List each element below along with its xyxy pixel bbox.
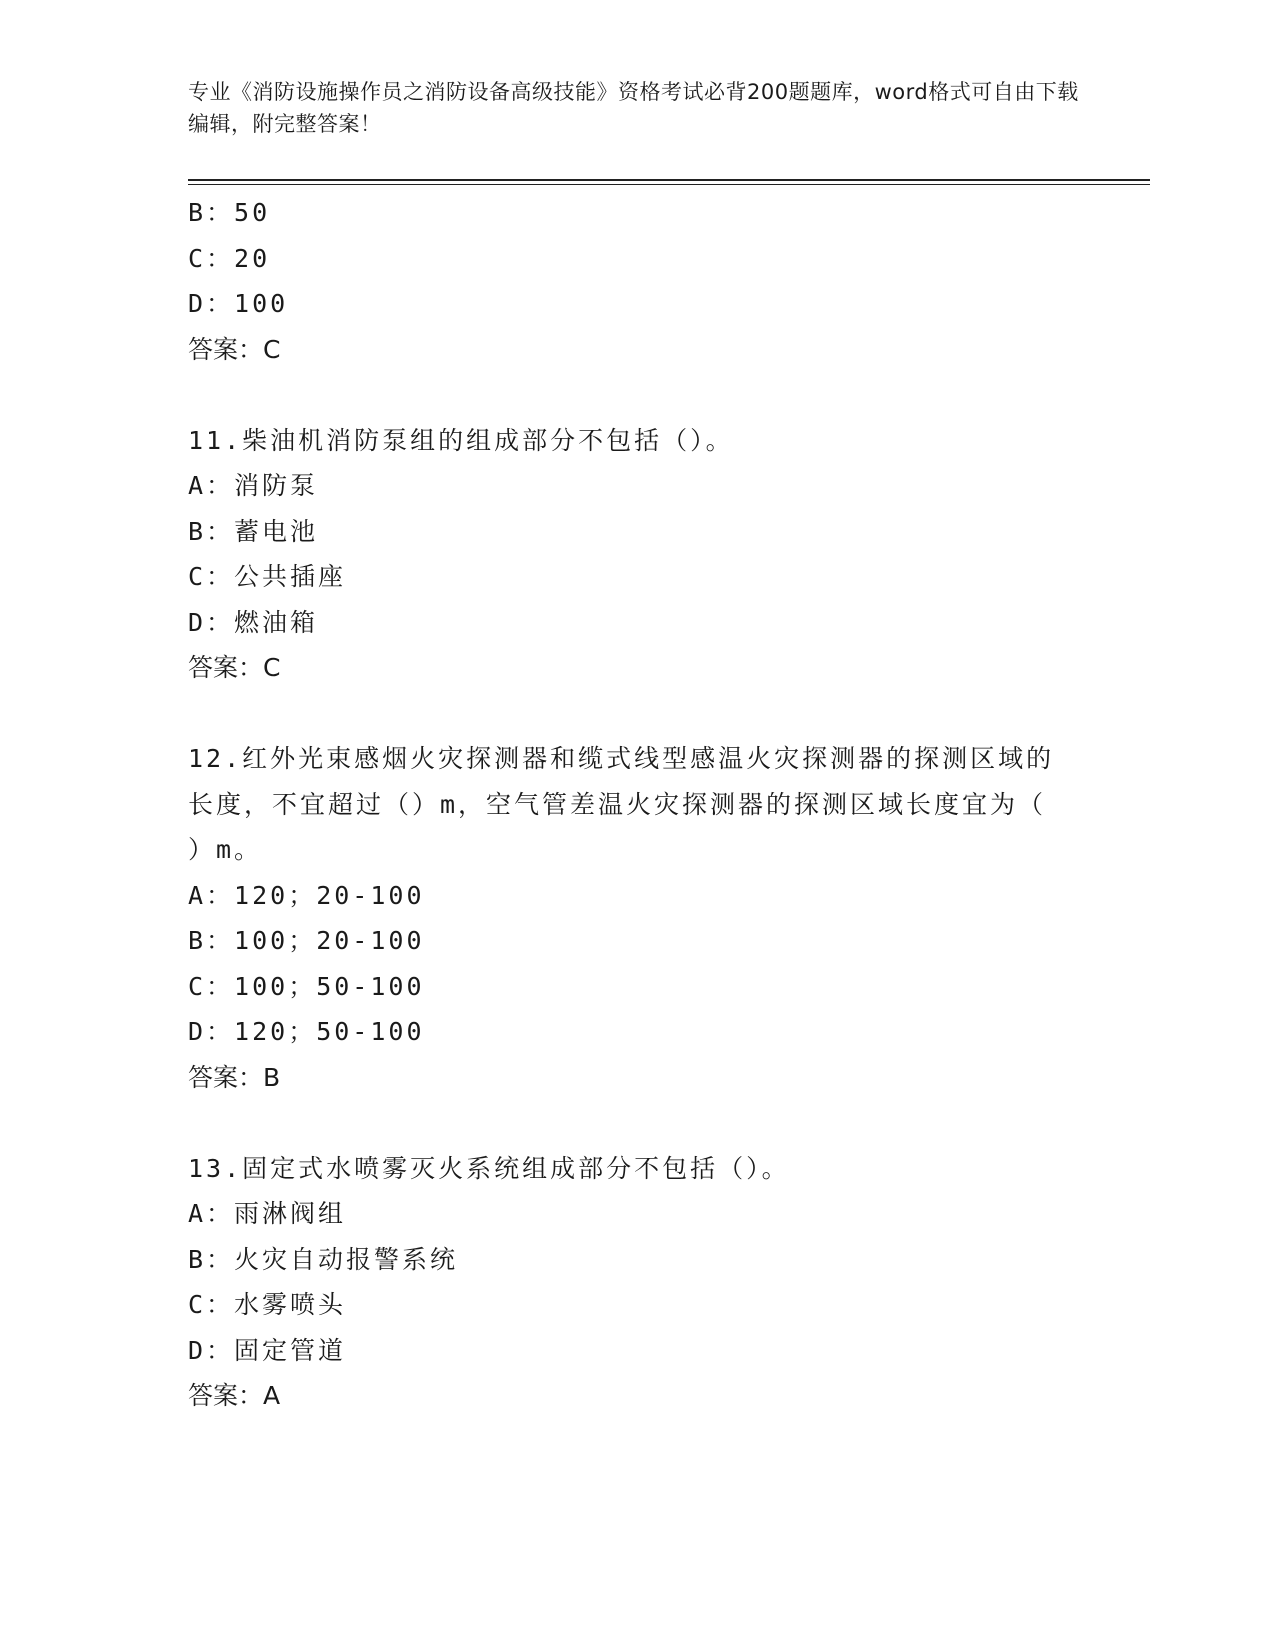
question-stem-line-2: 长度，不宜超过（）m，空气管差温火灾探测器的探测区域长度宜为（: [188, 789, 1047, 819]
header-text: 专业《消防设施操作员之消防设备高级技能》资格考试必背200题题库，word格式可自由下载编辑，附完整答案！: [188, 80, 1079, 136]
question-stem: 13.固定式水喷雾灭火系统组成部分不包括（）。: [188, 1153, 790, 1183]
option-d: D：燃油箱: [188, 607, 319, 637]
option-b: B：火灾自动报警系统: [188, 1244, 459, 1274]
question-12: [188, 736, 1088, 1100]
option-a: A：120；20-100: [188, 880, 425, 910]
option-a: A：消防泵: [188, 471, 319, 500]
question-13: [188, 1146, 1088, 1419]
answer: 答案：C: [188, 653, 281, 682]
option-b: B：100；20-100: [188, 926, 425, 955]
option-b: B：蓄电池: [188, 516, 319, 546]
question-11: [188, 418, 1088, 691]
option-c: C：公共插座: [188, 562, 347, 591]
question-list: [188, 190, 1088, 1419]
answer: 答案：B: [188, 1062, 281, 1092]
option-c: C：20: [188, 243, 271, 273]
option-d: D：固定管道: [188, 1335, 347, 1365]
option-a: A：雨淋阀组: [188, 1199, 347, 1228]
option-d: D：100: [188, 289, 289, 318]
question-stem-line-3: ）m。: [188, 835, 263, 864]
header-rule-thick: [188, 179, 1150, 181]
document-header: [188, 76, 1088, 140]
option-d: D：120；50-100: [188, 1017, 425, 1046]
header-rule-thin: [188, 184, 1150, 185]
option-b: B：50: [188, 198, 271, 227]
option-c: C：水雾喷头: [188, 1290, 347, 1319]
question-stem: 11.柴油机消防泵组的组成部分不包括（）。: [188, 425, 734, 455]
option-c: C：100；50-100: [188, 971, 425, 1001]
answer: 答案：C: [188, 334, 281, 364]
question-stem-line-1: 12.红外光束感烟火灾探测器和缆式线型感温火灾探测器的探测区域的: [188, 744, 1055, 773]
answer: 答案：A: [188, 1381, 281, 1410]
